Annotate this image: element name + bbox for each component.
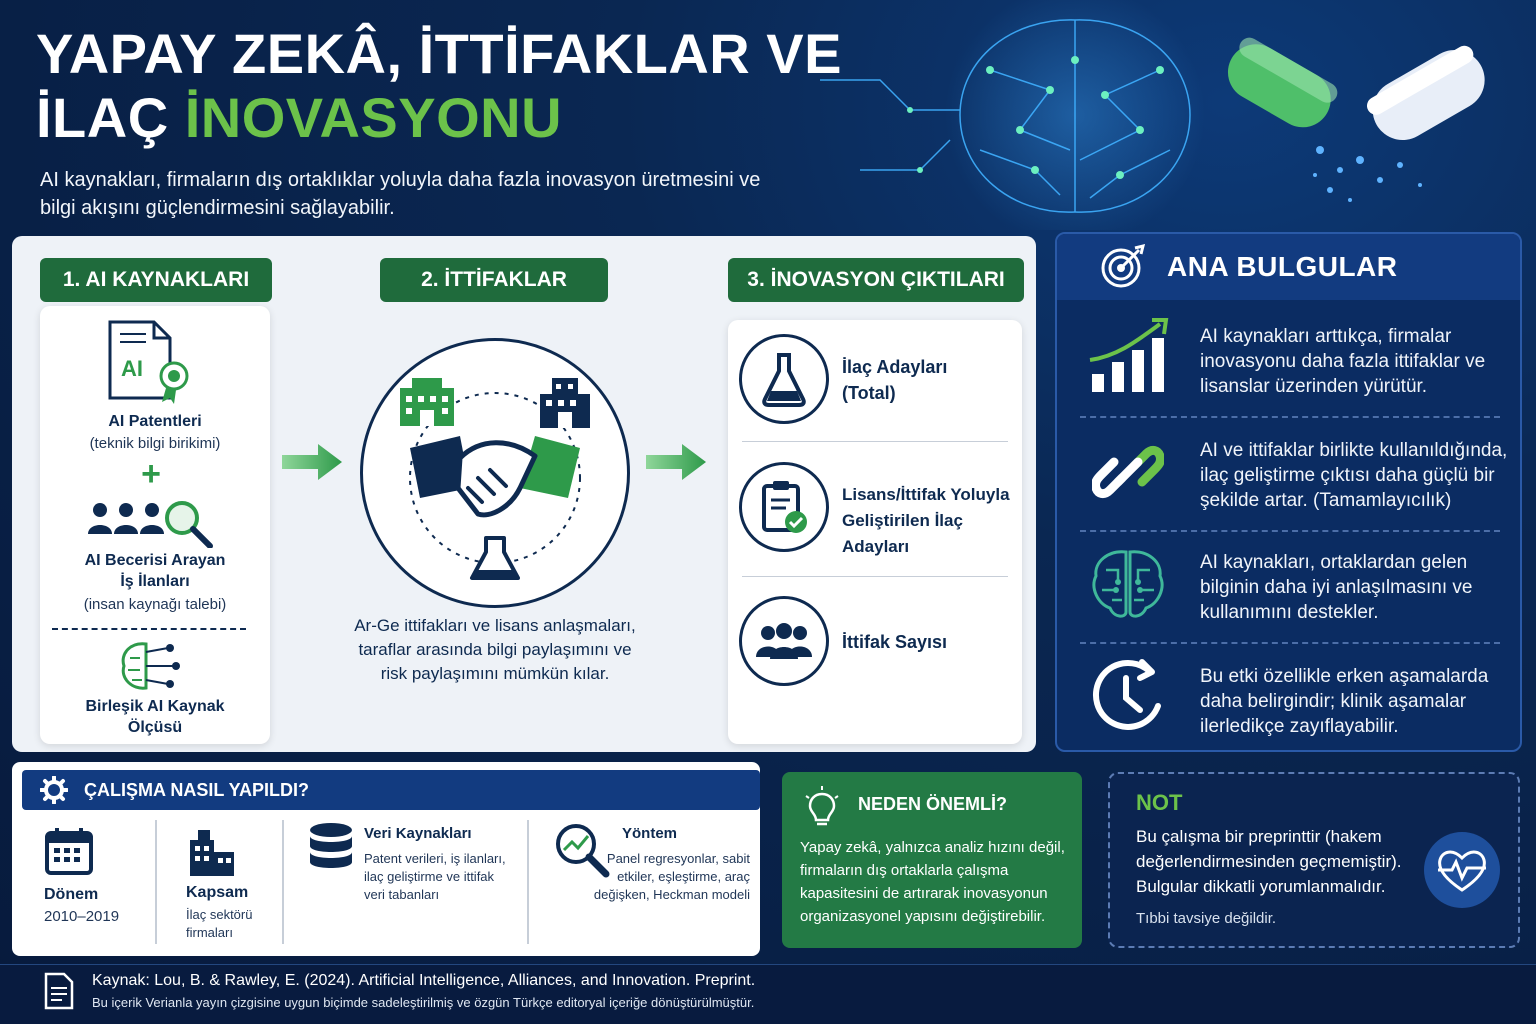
why-important-title: NEDEN ÖNEMLİ? [858, 794, 1008, 814]
document-icon [44, 972, 74, 1010]
step-2-header [380, 258, 608, 302]
finding-4-text: Bu etki özellikle erken aşamalarda daha belirgindir; klinik aşamalar ilerledikçe zayıflayabilir. [1200, 666, 1489, 737]
finding-1-text: AI kaynakları arttıkça, firmalar inovasyonu daha fazla ittifaklar ve lisanslar üzerinden yürütür. [1200, 326, 1486, 397]
note-text: Bu çalışma bir preprinttir (hakem değerlendirmesinden geçmemiştir). Bulgular dikkatli yorumlanmalıdır. [1136, 827, 1402, 896]
brain-circuit-icon [1088, 546, 1168, 622]
step-3-label: 3. İNOVASYON ÇIKTILARI [747, 268, 1005, 291]
title-part-a: İLAÇ [36, 86, 185, 149]
editorial-disclaimer: Bu içerik Verianla yayın çizgisine uygun biçimde sadeleştirilmiş ve özgün Türkçe editoryal içeriğe dönüştürülmüştür. [92, 995, 755, 1010]
note-title: NOT [1136, 790, 1183, 815]
ai-patents-title: AI Patentleri [108, 413, 202, 430]
method-value: Panel regresyonlar, sabit etkiler, eşleştirme, araç değişken, Heckman modeli [593, 851, 750, 902]
chain-link-icon [1092, 436, 1164, 508]
title-part-b: İNOVASYONU [184, 86, 563, 149]
why-important-text: Yapay zekâ, yalnızca analiz hızını değil, firmaların dış ortaklarla çalışma kapasitesini de artırarak inovasyonun organizasyonel yapısını değiştirebilir. [800, 839, 1065, 925]
plus-sign: + [141, 455, 161, 493]
column-separator [155, 820, 157, 944]
source-citation: Kaynak: Lou, B. & Rawley, E. (2024). Artificial Intelligence, Alliances, and Innovation. Preprint. [92, 972, 756, 989]
output-1-line-2: (Total) [842, 383, 896, 403]
arrow-right-icon [646, 442, 706, 482]
target-icon [1099, 244, 1145, 290]
methodology-header [22, 770, 760, 810]
handshake-alliance-icon [360, 338, 630, 608]
finding-separator [1080, 416, 1500, 418]
key-findings-title: ANA BULGULAR [1167, 251, 1398, 282]
methodology-title: ÇALIŞMA NASIL YAPILDI? [84, 779, 310, 800]
data-sources-value: Patent verileri, iş ilanları, ilaç geliştirme ve ittifak veri tabanları [364, 851, 506, 902]
brain-capsule-illustration [820, 0, 1536, 230]
step-2-label: 2. İTTİFAKLAR [421, 268, 567, 291]
combined-ai-title-2: Ölçüsü [127, 719, 183, 736]
method-title: Yöntem [622, 825, 678, 842]
output-2-line-1: Lisans/İttifak Yoluyla [842, 485, 1010, 504]
step-1-label: 1. AI KAYNAKLARI [62, 268, 250, 291]
medical-disclaimer: Tıbbi tavsiye değildir. [1136, 910, 1277, 927]
database-icon [308, 822, 354, 874]
flask-icon [739, 334, 829, 424]
alliance-desc-line-2: taraflar arasında bilgi paylaşımını ve [358, 640, 632, 659]
title-line-2 [36, 86, 856, 150]
title-line-1: YAPAY ZEKÂ, İTTİFAKLAR VE [36, 22, 842, 85]
brain-network-icon [116, 638, 182, 694]
ai-patent-icon [106, 318, 198, 404]
arrow-right-icon [282, 442, 342, 482]
finding-separator [1080, 642, 1500, 644]
output-divider [742, 441, 1008, 442]
alliance-desc-line-1: Ar-Ge ittifakları ve lisans anlaşmaları, [354, 616, 636, 635]
scope-value-1: İlaç sektörü [186, 907, 253, 922]
step-1-header [40, 258, 272, 302]
clipboard-check-icon [739, 462, 829, 552]
finding-separator [1080, 530, 1500, 532]
combined-ai-title-1: Birleşik AI Kaynak [85, 698, 225, 715]
building-icon [186, 826, 238, 876]
clock-icon [1088, 656, 1170, 738]
page-subtitle: AI kaynakları, firmaların dış ortaklıklar yoluyla daha fazla inovasyon üretmesini ve bilgi akışını güçlendirmesini sağlayabilir. [40, 169, 761, 219]
data-sources-title: Veri Kaynakları [364, 825, 472, 842]
output-alliance-count: İttifak Sayısı [842, 632, 948, 652]
column-1-divider [52, 628, 246, 630]
job-search-icon [86, 496, 216, 548]
column-separator [527, 820, 529, 944]
ai-jobs-title-1: AI Becerisi Arayan [84, 552, 226, 569]
finding-3-text: AI kaynakları, ortaklardan gelen bilginin daha iyi anlaşılmasını ve kullanımını destekler. [1200, 552, 1473, 623]
column-separator [282, 820, 284, 944]
alliance-description [330, 614, 660, 686]
output-alliance-drugs [842, 482, 1022, 560]
ai-jobs-sub: (insan kaynağı talebi) [83, 596, 227, 613]
finding-2-text: AI ve ittifaklar birlikte kullanıldığında, ilaç geliştirme çıktısı daha güçlü bir şekilde artar. (Tamamlayıcılık) [1200, 440, 1508, 511]
calendar-icon [44, 826, 94, 876]
scope-value-2: firmaları [186, 925, 233, 940]
gear-icon [40, 776, 68, 804]
key-findings-header [1057, 234, 1520, 300]
period-title: Dönem [44, 886, 99, 903]
heart-pulse-icon [1422, 830, 1502, 910]
step-3-header [728, 258, 1024, 302]
alliance-desc-line-3: risk paylaşımını mümkün kılar. [380, 664, 610, 683]
ai-patents-sub: (teknik bilgi birikimi) [89, 435, 221, 452]
page-title [36, 22, 856, 150]
output-1-line-1: İlaç Adayları [842, 357, 948, 377]
ai-patent-icon-text: AI [121, 356, 143, 381]
scope-title: Kapsam [186, 884, 249, 901]
growth-chart-icon [1088, 316, 1174, 396]
period-value: 2010–2019 [44, 908, 120, 925]
lightbulb-icon [804, 786, 840, 828]
ai-jobs-title-2: İş İlanları [120, 573, 190, 590]
people-group-icon [739, 596, 829, 686]
output-drug-candidates [842, 354, 1012, 406]
output-2-line-2: Geliştirilen İlaç Adayları [842, 511, 963, 556]
output-divider [742, 576, 1008, 577]
